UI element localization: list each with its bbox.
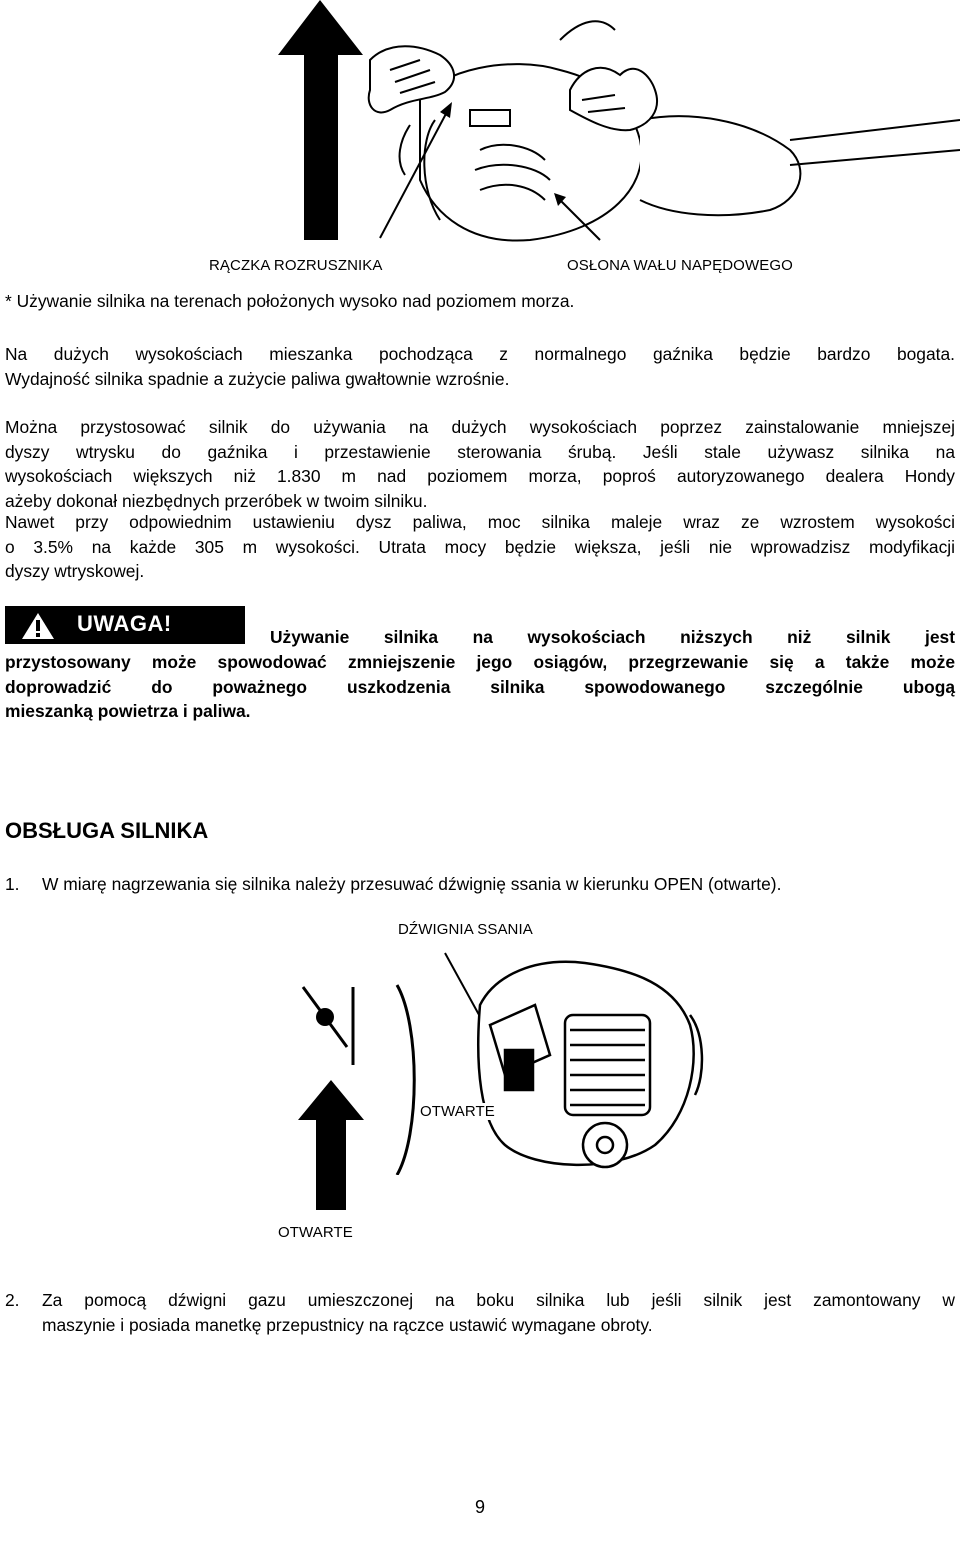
warning-text — [5, 650, 955, 724]
step-1 — [5, 872, 955, 897]
text-line: maszynie i posiada manetkę przepustnicy na rączce ustawić wymagane obroty. — [42, 1314, 653, 1335]
step-number: 1. — [5, 874, 20, 894]
altitude-heading: * Używanie silnika na terenach położonych wysoko nad poziomem morza. — [5, 291, 575, 311]
text-line: wysokościach większych niż 1.830 m nad poziomem morza, poproś autoryzowanego dealera Hondy — [5, 466, 955, 486]
warning-badge — [5, 606, 245, 644]
label-starter-handle: RĄCZKA ROZRUSZNIKA — [209, 257, 383, 274]
open-arrow-icon — [298, 1080, 364, 1210]
paragraph-power-loss — [5, 510, 955, 584]
label-drive-shaft-cover: OSŁONA WAŁU NAPĘDOWEGO — [567, 257, 793, 274]
text-line: mieszanką powietrza i paliwa. — [5, 701, 251, 721]
figure-starter-handle — [270, 0, 960, 250]
text-line: dyszy wtrysku do gaźnika i przestawienie sterowania śrubą. Jeśli stale używasz silnika na — [5, 441, 955, 462]
text-line: Można przystosować silnik do używania na dużych wysokościach poprzez zainstalowanie mniejszej — [5, 417, 955, 437]
text-line: ażeby dokonał niezbędnych przeróbek w twoim silniku. — [5, 490, 428, 511]
page-number: 9 — [474, 1497, 485, 1517]
warning-text-first — [270, 625, 955, 650]
text-line: Nawet przy odpowiednim ustawieniu dysz paliwa, moc silnika maleje wraz ze wzrostem wysokości — [5, 512, 955, 532]
text-line: o 3.5% na każde 305 m wysokości. Utrata mocy będzie większa, jeśli nie wprowadzisz modyfikacji — [5, 536, 955, 557]
text-line: Za pomocą dźwigni gazu umieszczonej na boku silnika lub jeśli silnik jest zamontowany w — [42, 1290, 955, 1310]
warning-label: UWAGA! — [77, 611, 172, 636]
step-text — [42, 1288, 955, 1337]
step-text: W miarę nagrzewania się silnika należy przesuwać dźwignię ssania w kierunku OPEN (otwarte). — [42, 874, 782, 894]
engine-hands-illustration — [270, 0, 960, 250]
text-line: dyszy wtryskowej. — [5, 561, 145, 581]
step-2 — [5, 1288, 955, 1338]
section-title: OBSŁUGA SILNIKA — [5, 818, 209, 843]
step-number: 2. — [5, 1290, 20, 1310]
warning-triangle-icon — [21, 612, 55, 640]
paragraph-jet-adjustment — [5, 415, 955, 513]
paragraph-rich-mixture — [5, 342, 955, 391]
text-line: doprowadzić do poważnego uszkodzenia silnika spowodowanego szczególnie ubogą — [5, 676, 955, 697]
text-line: Wydajność silnika spadnie a zużycie paliwa gwałtownie wzrośnie. — [5, 368, 510, 389]
text-line: Na dużych wysokościach mieszanka pochodząca z normalnego gaźnika będzie bardzo bogata. — [5, 344, 955, 364]
label-choke-lever: DŹWIGNIA SSANIA — [398, 921, 533, 938]
text-line: Używanie silnika na wysokościach niższych niż silnik jest — [270, 627, 955, 647]
text-line: przystosowany może spowodować zmniejszenie jego osiągów, przegrzewanie się a także może — [5, 652, 955, 672]
up-arrow-icon — [278, 0, 363, 240]
label-open-symbol: OTWARTE — [278, 1224, 353, 1241]
label-open-engine: OTWARTE — [420, 1103, 495, 1120]
